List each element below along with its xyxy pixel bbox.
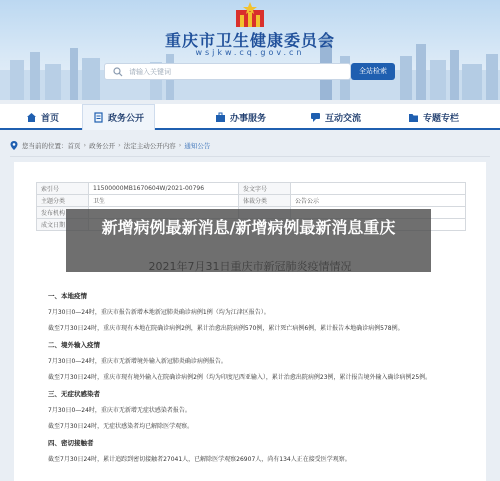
folder-icon	[408, 112, 419, 123]
nav-item-special-topics[interactable]	[408, 104, 459, 130]
paragraph: 7月30日0—24时，重庆市无新增境外输入新冠肺炎确诊病例报告。	[48, 358, 227, 365]
table-row	[37, 195, 466, 207]
paragraph: 截至7月30日24时，重庆市现有境外输入在院确诊病例2例（均为印度尼西亚输入），累计治愈出院病例23例，累计报告境外输入确诊病例25例。	[48, 374, 432, 381]
breadcrumb-separator: ›	[118, 141, 121, 149]
paragraph: 截至7月30日24时，累计追踪到密切接触者27041人，已解除医学观察26907人，尚有134人正在接受医学观察。	[48, 456, 351, 463]
meta-value	[291, 183, 466, 195]
emblem-icon	[233, 2, 267, 28]
main-nav	[0, 104, 500, 130]
site-url: wsjkw.cq.gov.cn	[195, 48, 305, 57]
table-row	[37, 183, 466, 195]
nav-item-interaction[interactable]	[310, 104, 361, 130]
section-heading: 三、无症状感染者	[48, 390, 100, 398]
meta-key: 索引号	[37, 183, 89, 195]
search-button[interactable]: 全站检索	[351, 63, 395, 80]
nav-item-label: 政务公开	[108, 114, 145, 124]
meta-value: 11500000MB1670604W/2021-00796	[89, 183, 239, 195]
search-input[interactable]	[104, 63, 351, 80]
headline-overlay: 新增病例最新消息/新增病例最新消息重庆	[66, 209, 431, 272]
meta-value: 卫生	[89, 195, 239, 207]
nav-item-label: 专题专栏	[423, 113, 460, 124]
breadcrumb-current[interactable]: 通知公告	[184, 141, 211, 150]
paragraph: 截至7月30日24时，无症状感染者均已解除医学观察。	[48, 423, 194, 430]
meta-key: 发文字号	[239, 183, 291, 195]
site-title: 重庆市卫生健康委员会	[164, 31, 335, 50]
chat-icon	[310, 112, 321, 123]
breadcrumb	[10, 138, 210, 152]
breadcrumb-separator: ›	[83, 141, 87, 149]
document-icon	[93, 112, 104, 123]
paragraph: 7月30日0—24时，重庆市报告新增本地新冠肺炎确诊病例1例（均为江津区报告）。	[48, 309, 270, 316]
meta-key: 体裁分类	[239, 195, 291, 207]
home-icon	[26, 112, 37, 123]
section-heading: 一、本地疫情	[48, 292, 87, 300]
meta-key: 主题分类	[37, 195, 89, 207]
nav-item-label: 办事服务	[230, 113, 267, 124]
nav-item-label: 首页	[41, 113, 60, 124]
nav-item-label: 互动交流	[325, 113, 362, 124]
meta-key: 发布机构	[37, 207, 89, 219]
paragraph: 截至7月30日24时，重庆市现有本地在院确诊病例2例，累计治愈出院病例570例，累计死亡病例6例，累计报告本地确诊病例578例。	[48, 325, 404, 332]
location-pin-icon	[10, 141, 18, 150]
breadcrumb-item[interactable]: 首页	[67, 141, 81, 150]
breadcrumb-separator: ›	[178, 141, 182, 149]
search-icon	[113, 67, 123, 77]
article-body	[48, 288, 468, 468]
meta-value: 公告公示	[291, 195, 466, 207]
breadcrumb-prefix: 您当前的位置：	[22, 141, 68, 150]
section-heading: 二、境外输入疫情	[48, 341, 100, 349]
paragraph: 7月30日0—24时，重庆市无新增无症状感染者报告。	[48, 407, 191, 414]
divider	[10, 156, 490, 157]
nav-item-home[interactable]	[26, 104, 59, 130]
nav-item-services[interactable]	[215, 104, 266, 130]
site-banner	[0, 0, 500, 100]
meta-key: 成文日期	[37, 219, 89, 231]
breadcrumb-item[interactable]: 法定主动公开内容	[123, 141, 176, 150]
section-heading: 四、密切接触者	[48, 439, 94, 447]
nav-item-government-affairs[interactable]	[82, 104, 155, 130]
search-placeholder: 请输入关键词	[129, 68, 171, 76]
service-icon	[215, 112, 226, 123]
breadcrumb-item[interactable]: 政务公开	[89, 141, 116, 150]
